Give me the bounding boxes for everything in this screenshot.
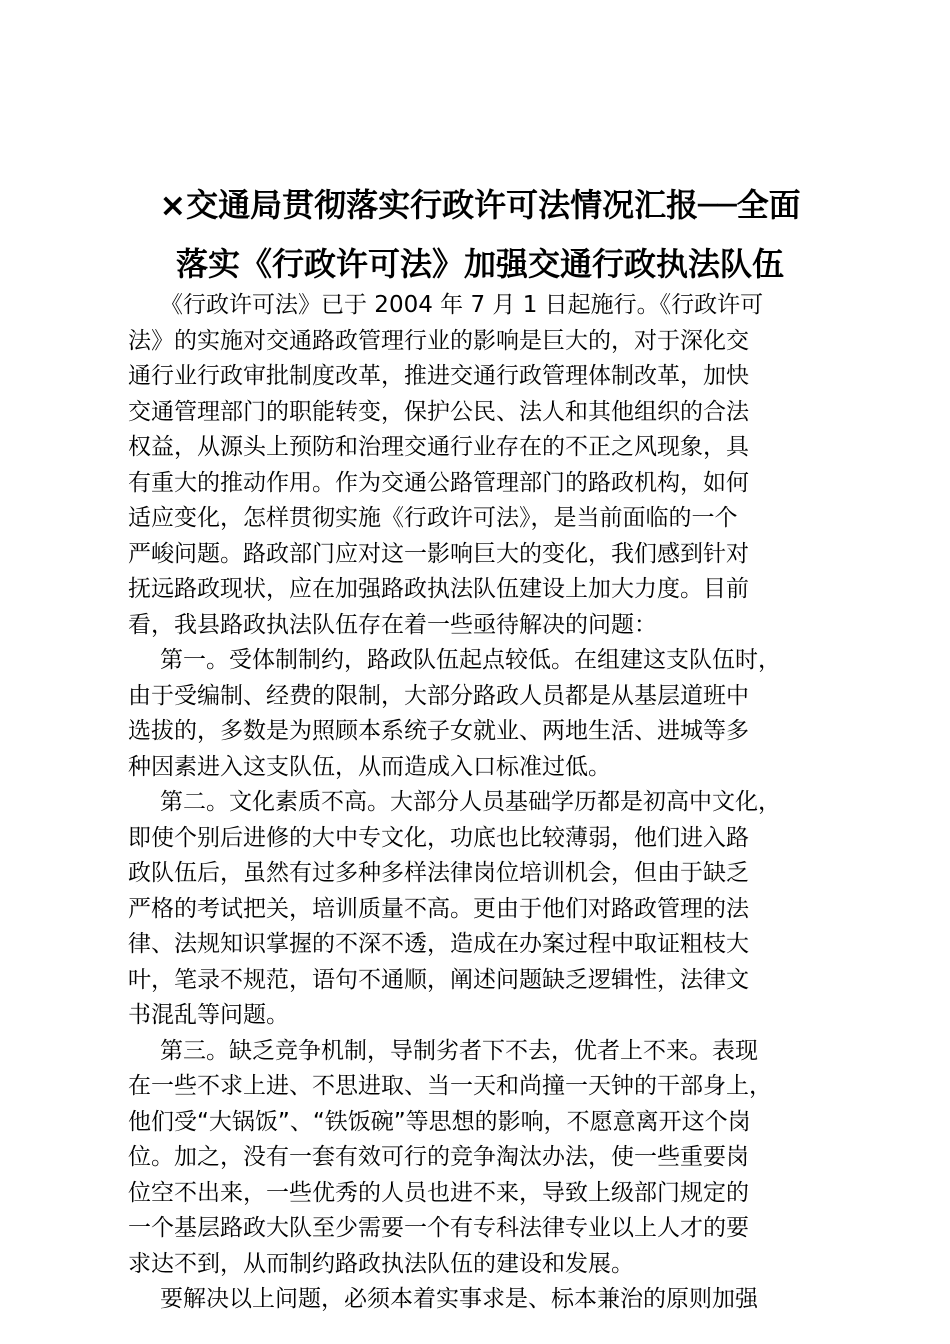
text-line: 第一。受体制制约，路政队伍起点较低。在组建这支队伍时， bbox=[160, 647, 781, 673]
document-title-line-1: ×交通局贯彻落实行政许可法情况汇报──全面 bbox=[159, 186, 801, 224]
paragraph-solution bbox=[128, 1282, 828, 1318]
text-line: 适应变化，怎样贯彻实施《行政许可法》，是当前面临的一个 bbox=[128, 505, 738, 531]
paragraph-intro bbox=[128, 288, 828, 643]
text-line: 即使个别后进修的大中专文化，功底也比较薄弱，他们进入路 bbox=[128, 824, 749, 851]
text-line: 严格的考试把关，培训质量不高。更由于他们对路政管理的法 bbox=[128, 895, 749, 922]
text-line: 政队伍后，虽然有过多种多样法律岗位培训机会，但由于缺乏 bbox=[128, 860, 749, 886]
text-line: 法》的实施对交通路政管理行业的影响是巨大的，对于深化交 bbox=[128, 327, 749, 354]
text-line: 通行业行政审批制度改革，推进交通行政管理体制改革，加快 bbox=[128, 363, 749, 389]
text-line: 权益，从源头上预防和治理交通行业存在的不正之风现象，具 bbox=[128, 434, 749, 460]
paragraph-first-issue bbox=[128, 643, 828, 785]
document-title-line-2: 落实《行政许可法》加强交通行政执法队伍 bbox=[175, 245, 784, 283]
text-line: 叶，笔录不规范，语句不通顺，阐述问题缺乏逻辑性，法律文 bbox=[128, 966, 749, 993]
text-line: 交通管理部门的职能转变，保护公民、法人和其他组织的合法 bbox=[128, 398, 749, 425]
text-line: 《行政许可法》已于 2004 年 7 月 1 日起施行。《行政许可 bbox=[160, 292, 764, 318]
text-line: 在一些不求上进、不思进取、当一天和尚撞一天钟的干部身上， bbox=[128, 1073, 772, 1099]
text-line: 他们受“大锅饭”、“铁饭碗”等思想的影响，不愿意离开这个岗 bbox=[128, 1108, 751, 1135]
text-line: 位。加之，没有一套有效可行的竞争淘汰办法，使一些重要岗 bbox=[128, 1144, 749, 1170]
paragraph-second-issue bbox=[128, 785, 828, 1034]
document-body bbox=[128, 288, 828, 1318]
text-line: 选拔的，多数是为照顾本系统子女就业、两地生活、进城等多 bbox=[128, 718, 749, 744]
text-line: 抚远路政现状，应在加强路政执法队伍建设上加大力度。目前 bbox=[128, 576, 749, 602]
text-line: 律、法规知识掌握的不深不透，造成在办案过程中取证粗枝大 bbox=[128, 931, 749, 957]
paragraph-third-issue bbox=[128, 1034, 828, 1283]
text-line: 位空不出来，一些优秀的人员也进不来，导致上级部门规定的 bbox=[128, 1179, 749, 1206]
text-line: 严峻问题。路政部门应对这一影响巨大的变化，我们感到针对 bbox=[128, 540, 749, 567]
text-line: 种因素进入这支队伍，从而造成入口标准过低。 bbox=[128, 753, 611, 780]
text-line: 看，我县路政执法队伍存在着一些亟待解决的问题： bbox=[128, 611, 657, 638]
text-line: 第三。缺乏竞争机制，导制劣者下不去，优者上不来。表现 bbox=[160, 1037, 758, 1064]
text-line: 第二。文化素质不高。大部分人员基础学历都是初高中文化， bbox=[160, 789, 781, 815]
text-line: 要解决以上问题，必须本着实事求是、标本兼治的原则加强 bbox=[160, 1286, 758, 1312]
text-line: 一个基层路政大队至少需要一个有专科法律专业以上人才的要 bbox=[128, 1215, 749, 1241]
text-line: 有重大的推动作用。作为交通公路管理部门的路政机构，如何 bbox=[128, 469, 749, 496]
text-line: 由于受编制、经费的限制，大部分路政人员都是从基层道班中 bbox=[128, 682, 749, 709]
text-line: 求达不到，从而制约路政执法队伍的建设和发展。 bbox=[128, 1250, 634, 1277]
text-line: 书混乱等问题。 bbox=[128, 1002, 289, 1028]
